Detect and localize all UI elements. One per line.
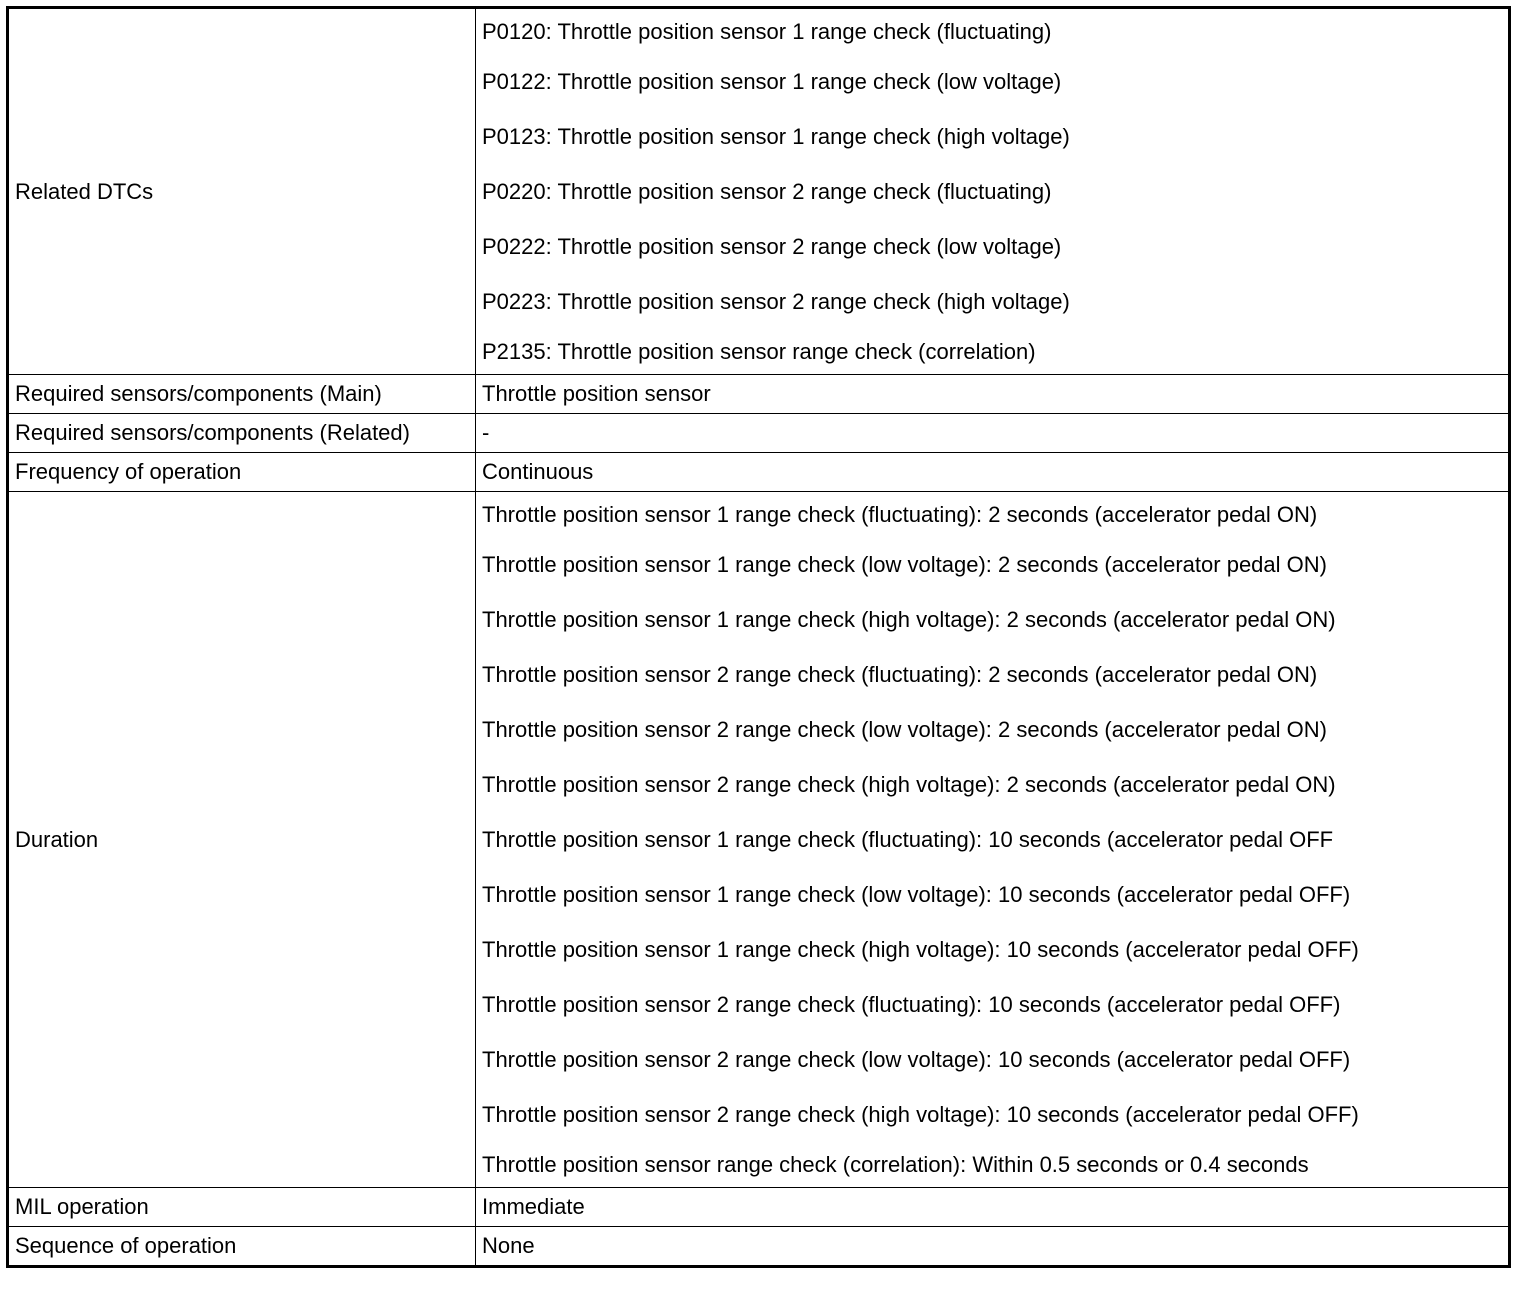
value-line: P0223: Throttle position sensor 2 range check (high voltage) — [482, 289, 1070, 314]
value-line: P0120: Throttle position sensor 1 range check (fluctuating) — [482, 19, 1052, 44]
value-line: Throttle position sensor 1 range check (low voltage): 2 seconds (accelerator pedal ON) — [482, 552, 1327, 577]
row-label: Sequence of operation — [8, 1227, 476, 1267]
value-line: P0220: Throttle position sensor 2 range check (fluctuating) — [482, 179, 1052, 204]
row-values — [476, 1227, 1510, 1267]
row-sequence-of-operation — [8, 1227, 1510, 1267]
value-line: Throttle position sensor range check (correlation): Within 0.5 seconds or 0.4 seconds — [482, 1152, 1309, 1177]
row-frequency-of-operation — [8, 453, 1510, 492]
row-values — [476, 1188, 1510, 1227]
monitor-spec-table — [6, 6, 1511, 1268]
value-line: P0222: Throttle position sensor 2 range check (low voltage) — [482, 234, 1062, 259]
row-label: Required sensors/components (Related) — [8, 414, 476, 453]
row-values — [476, 414, 1510, 453]
row-label: Duration — [8, 492, 476, 1188]
row-label: Related DTCs — [8, 8, 476, 375]
value-line: P2135: Throttle position sensor range check (correlation) — [482, 339, 1036, 364]
row-required-sensors-main — [8, 375, 1510, 414]
value-line: Immediate — [482, 1194, 585, 1219]
value-line: P0122: Throttle position sensor 1 range check (low voltage) — [482, 69, 1062, 94]
value-line: Throttle position sensor 1 range check (fluctuating): 10 seconds (accelerator pedal OFF — [482, 827, 1334, 852]
value-line: None — [482, 1233, 535, 1258]
row-mil-operation — [8, 1188, 1510, 1227]
value-line: Continuous — [482, 459, 594, 484]
value-line: Throttle position sensor 2 range check (low voltage): 10 seconds (accelerator pedal OFF) — [482, 1047, 1351, 1072]
row-related-dtcs — [8, 8, 1510, 375]
value-line: Throttle position sensor 2 range check (high voltage): 10 seconds (accelerator pedal OFF) — [482, 1102, 1359, 1127]
value-line: Throttle position sensor 1 range check (low voltage): 10 seconds (accelerator pedal OFF) — [482, 882, 1351, 907]
row-values — [476, 375, 1510, 414]
row-duration — [8, 492, 1510, 1188]
row-label: Frequency of operation — [8, 453, 476, 492]
value-line: Throttle position sensor 2 range check (fluctuating): 2 seconds (accelerator pedal ON) — [482, 662, 1318, 687]
row-required-sensors-related — [8, 414, 1510, 453]
row-values — [476, 492, 1510, 1188]
value-line: Throttle position sensor 1 range check (high voltage): 2 seconds (accelerator pedal ON) — [482, 607, 1336, 632]
value-line: Throttle position sensor 2 range check (fluctuating): 10 seconds (accelerator pedal OFF) — [482, 992, 1341, 1017]
value-line: - — [482, 420, 490, 445]
row-values — [476, 453, 1510, 492]
value-line: Throttle position sensor 2 range check (high voltage): 2 seconds (accelerator pedal ON) — [482, 772, 1336, 797]
row-label: Required sensors/components (Main) — [8, 375, 476, 414]
value-line: Throttle position sensor 1 range check (fluctuating): 2 seconds (accelerator pedal ON) — [482, 502, 1318, 527]
value-line: Throttle position sensor — [482, 381, 711, 406]
value-line: Throttle position sensor 1 range check (high voltage): 10 seconds (accelerator pedal OFF) — [482, 937, 1359, 962]
row-label: MIL operation — [8, 1188, 476, 1227]
row-values — [476, 8, 1510, 375]
value-line: P0123: Throttle position sensor 1 range check (high voltage) — [482, 124, 1070, 149]
value-line: Throttle position sensor 2 range check (low voltage): 2 seconds (accelerator pedal ON) — [482, 717, 1327, 742]
